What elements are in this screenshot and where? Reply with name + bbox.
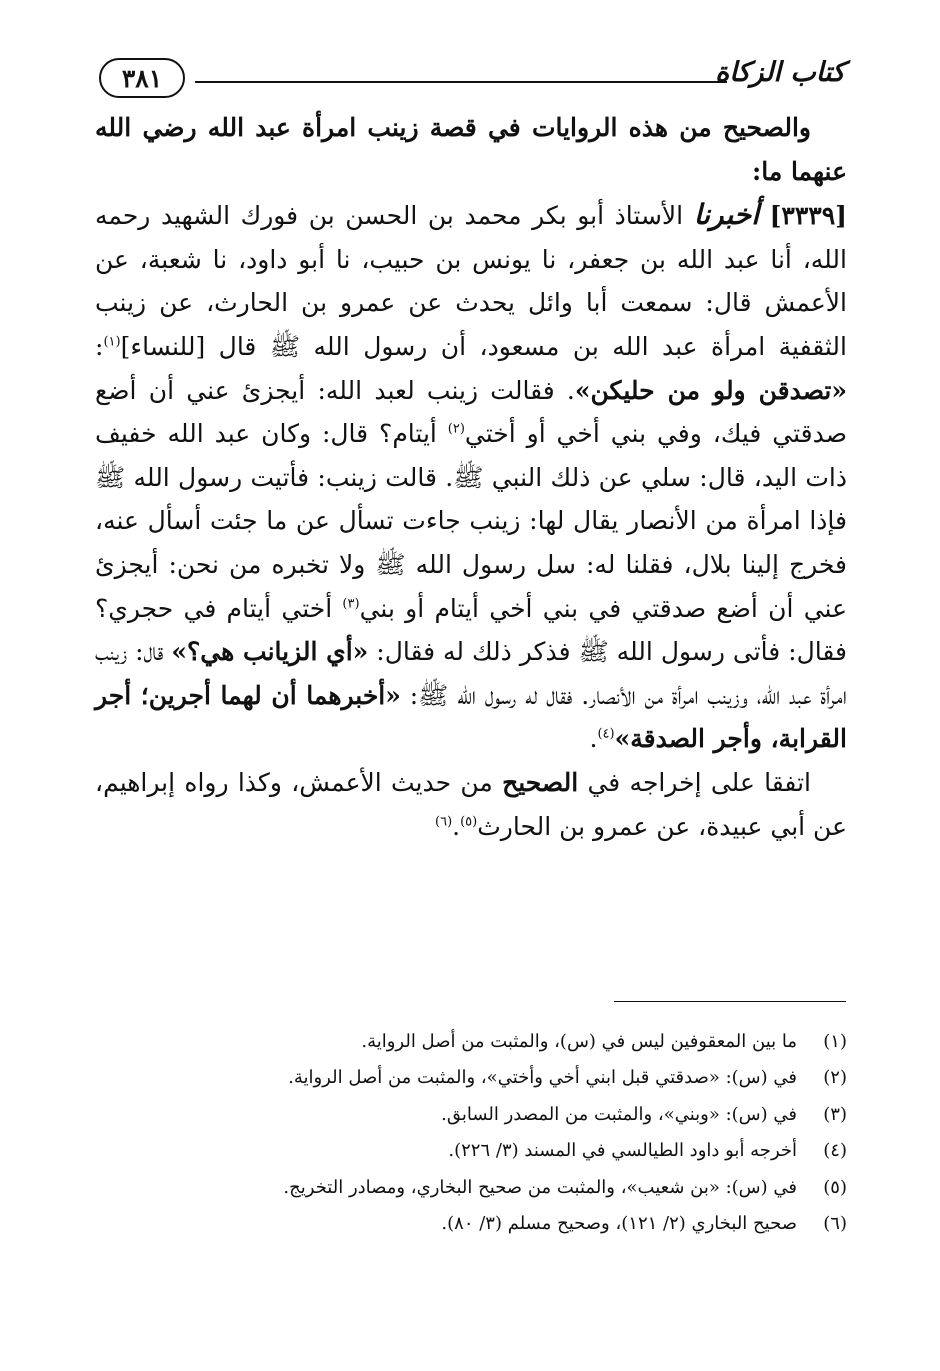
footnote-item bbox=[95, 1024, 847, 1060]
footnote-number: (٣) bbox=[823, 1103, 847, 1125]
footnote-number: (١) bbox=[823, 1031, 847, 1052]
footnote-ref-4[interactable]: (٤) bbox=[597, 726, 615, 742]
footnote-item bbox=[95, 1097, 847, 1133]
footnote-number: (٥) bbox=[823, 1176, 847, 1198]
footnote-text: صحيح البخاري (٢/ ١٢١)، وصحيح مسلم (٣/ ٨٠). bbox=[441, 1213, 797, 1235]
hadith-text-3: . فقالت زينب لعبد الله: أيجزئ عني أن أضع صدقتي فيك، وفي بني أخي أو أختي bbox=[95, 375, 847, 449]
prophet-quote-2: «أي الزيانب هي؟» bbox=[171, 637, 369, 667]
prophet-quote-3: «أخبرهما أن لهما أجرين؛ أجر القرابة، وأجر الصدقة» bbox=[95, 680, 847, 754]
intro-line: والصحيح من هذه الروايات في قصة زينب امرأة عبد الله رضي الله عنهما ما: bbox=[95, 113, 847, 186]
footnote-ref-3[interactable]: (٣) bbox=[342, 596, 360, 612]
hadith-paragraph bbox=[95, 193, 847, 761]
footnote-text: في (س): «بن شعيب»، والمثبت من صحيح البخاري، ومصادر التخريج. bbox=[283, 1176, 797, 1198]
header-rule bbox=[195, 81, 727, 83]
footnote-ref-5[interactable]: (٥) bbox=[460, 814, 478, 830]
hadith-text-5: أختي أيتام في حجري؟ فقال: فأتى رسول الله ﷺ فذكر ذلك له فقال: bbox=[95, 593, 847, 667]
footnote-separator bbox=[614, 1001, 846, 1002]
footnotes-list bbox=[95, 1024, 847, 1242]
footnote-ref-6[interactable]: (٦) bbox=[435, 814, 453, 830]
prophet-quote-1: «تصدقن ولو من حليكن» bbox=[574, 375, 847, 405]
page-number: ٣٨١ bbox=[121, 63, 163, 93]
footnote-item bbox=[95, 1206, 847, 1242]
footnote-text: أخرجه أبو داود الطيالسي في المسند (٣/ ٢٢٦). bbox=[448, 1140, 797, 1162]
page-number-badge bbox=[99, 58, 185, 98]
footnote-ref-2[interactable]: (٢) bbox=[447, 421, 465, 437]
footnote-number: (٦) bbox=[823, 1213, 847, 1235]
footnote-ref-1[interactable]: (١) bbox=[103, 334, 121, 350]
conclusion-text-2: من حديث الأعمش، وكذا رواه إبراهيم، عن أبي عبيدة، عن عمرو بن الحارث bbox=[95, 767, 847, 841]
hadith-text-7: . bbox=[589, 724, 598, 754]
main-text bbox=[95, 106, 847, 848]
book-title: كتاب الزكاة bbox=[715, 57, 845, 88]
footnote-number: (٢) bbox=[823, 1067, 847, 1089]
footnote-text: في (س): «صدقتي قبل ابني أخي وأختي»، والمثبت من أصل الرواية. bbox=[288, 1067, 797, 1089]
hadith-text-1: الأستاذ أبو بكر محمد بن الحسن بن فورك الشهيد رحمه الله، أنا عبد الله بن جعفر، نا يونس بن حبيب، نا أبو داود، نا شعبة، عن الأعمش قال: سمعت أبا وائل يحدث عن عمرو بن الحارث، عن زينب الثقفية امرأة عبد الله بن مسعود، أن رسول الله ﷺ قال [للنساء] bbox=[95, 201, 847, 361]
running-header bbox=[95, 52, 845, 102]
footnote-text: ما بين المعقوفين ليس في (س)، والمثبت من أصل الرواية. bbox=[361, 1031, 797, 1052]
sahih-word: الصحيح bbox=[502, 767, 579, 797]
hadith-number: [٣٣٣٩] bbox=[769, 201, 847, 231]
hadith-text-4: أيتام؟ قال: وكان عبد الله خفيف ذات اليد، قال: سلي عن ذلك النبي ﷺ. قالت زينب: فأتيت رسول الله ﷺ فإذا امرأة من الأنصار يقال لها: زينب جاءت تسأل عن ما جئت أسأل عنه، فخرج إلينا بلال، فقلنا له: سل رسول الله ﷺ ولا تخبره من نحن: أيجزئ عني أن أضع صدقتي في بني أخي أيتام أو بني bbox=[95, 419, 847, 623]
footnote-item bbox=[95, 1060, 847, 1096]
footnote-number: (٤) bbox=[823, 1140, 847, 1162]
hadith-text-6: قال: زينب امرأة عبد الله، وزينب امرأة من الأنصار. فقال له رسول الله ﷺ: bbox=[95, 637, 847, 710]
conclusion-text-1: اتفقا على إخراجه في bbox=[587, 767, 811, 797]
footnote-item bbox=[95, 1170, 847, 1206]
footnote-item bbox=[95, 1133, 847, 1169]
hadith-text-2: : bbox=[95, 331, 104, 361]
akhbarana-word: أخبرنا bbox=[693, 198, 759, 232]
conclusion-text-3: . bbox=[452, 811, 461, 841]
conclusion-paragraph bbox=[95, 761, 847, 848]
footnote-text: في (س): «وبني»، والمثبت من المصدر السابق. bbox=[441, 1103, 797, 1125]
